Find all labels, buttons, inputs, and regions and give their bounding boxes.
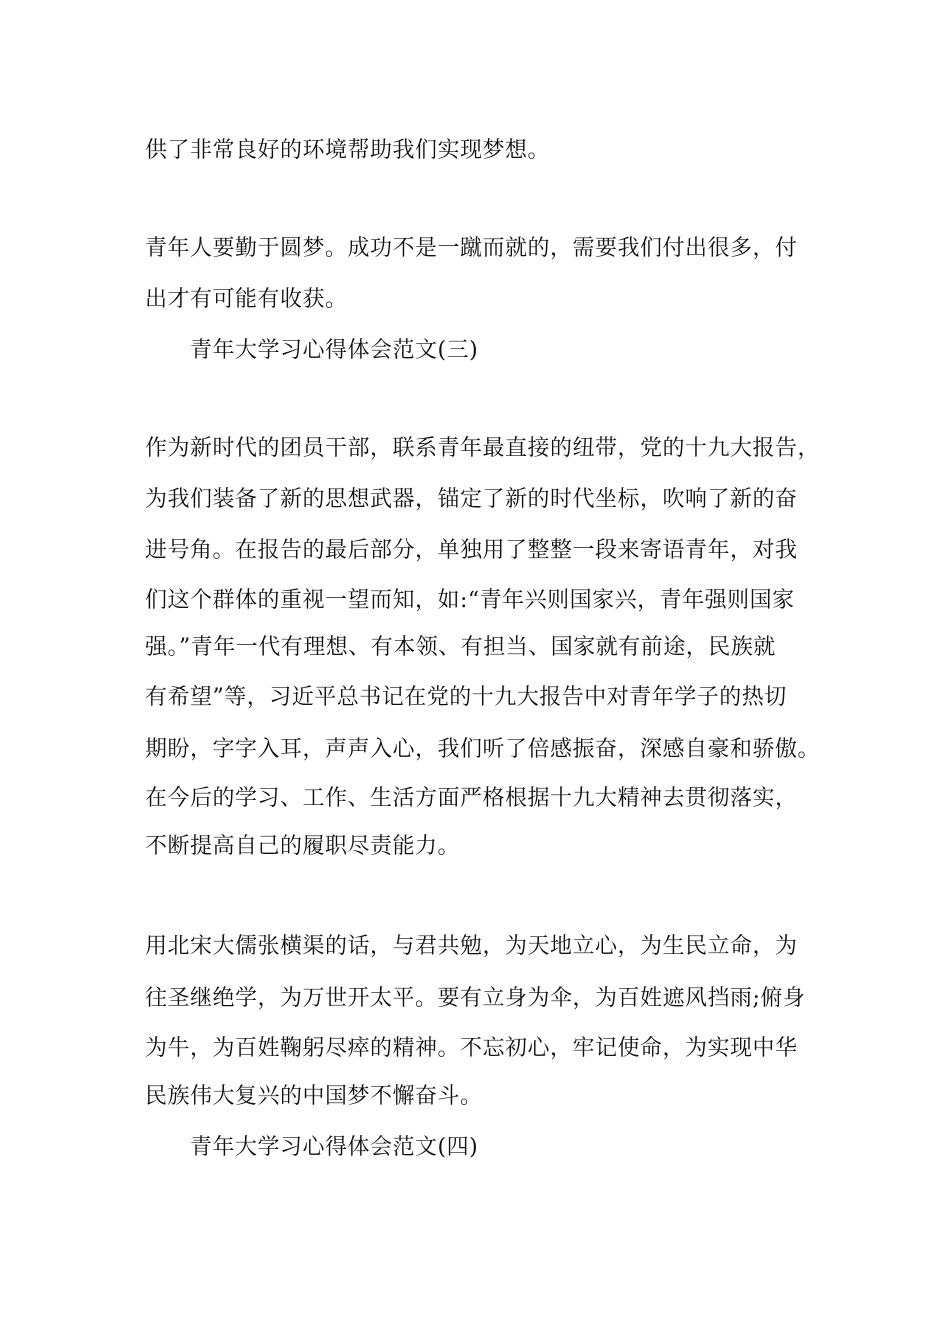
paragraph-line: 往圣继绝学，为万世开太平。要有立身为伞，为百姓遮风挡雨;俯身: [145, 986, 806, 1011]
paragraph-line: 有希望”等，习近平总书记在党的十九大报告中对青年学子的热切: [145, 685, 787, 710]
paragraph-line: 强。”青年一代有理想、有本领、有担当、国家就有前途，民族就: [145, 635, 776, 660]
paragraph-line: 用北宋大儒张横渠的话，与君共勉，为天地立心，为生民立命，为: [145, 934, 798, 959]
paragraph-line: 在今后的学习、工作、生活方面严格根据十九大精神去贯彻落实，: [145, 786, 798, 811]
paragraph-line: 供了非常良好的环境帮助我们实现梦想。: [145, 138, 551, 163]
paragraph-line: 民族伟大复兴的中国梦不懈奋斗。: [145, 1084, 483, 1109]
paragraph-line: 为牛，为百姓鞠躬尽瘁的精神。不忘初心，牢记使命，为实现中华: [145, 1036, 798, 1061]
paragraph-line: 出才有可能有收获。: [145, 287, 348, 312]
paragraph-line: 不断提高自己的履职尽责能力。: [145, 834, 461, 859]
paragraph-line: 青年人要勤于圆梦。成功不是一蹴而就的，需要我们付出很多，付: [145, 236, 798, 261]
paragraph-line: 进号角。在报告的最后部分，单独用了整整一段来寄语青年，对我: [145, 538, 798, 563]
section-heading: 青年大学习心得体会范文(四): [190, 1135, 479, 1160]
paragraph-line: 作为新时代的团员干部，联系青年最直接的纽带，党的十九大报告，: [145, 436, 821, 461]
section-heading: 青年大学习心得体会范文(三): [190, 338, 479, 363]
paragraph-line: 们这个群体的重视一望而知，如:“青年兴则国家兴，青年强则国家: [145, 588, 795, 613]
paragraph-line: 为我们装备了新的思想武器，锚定了新的时代坐标，吹响了新的奋: [145, 487, 798, 512]
paragraph-line: 期盼，字字入耳，声声入心，我们听了倍感振奋，深感自豪和骄傲。: [145, 737, 821, 762]
